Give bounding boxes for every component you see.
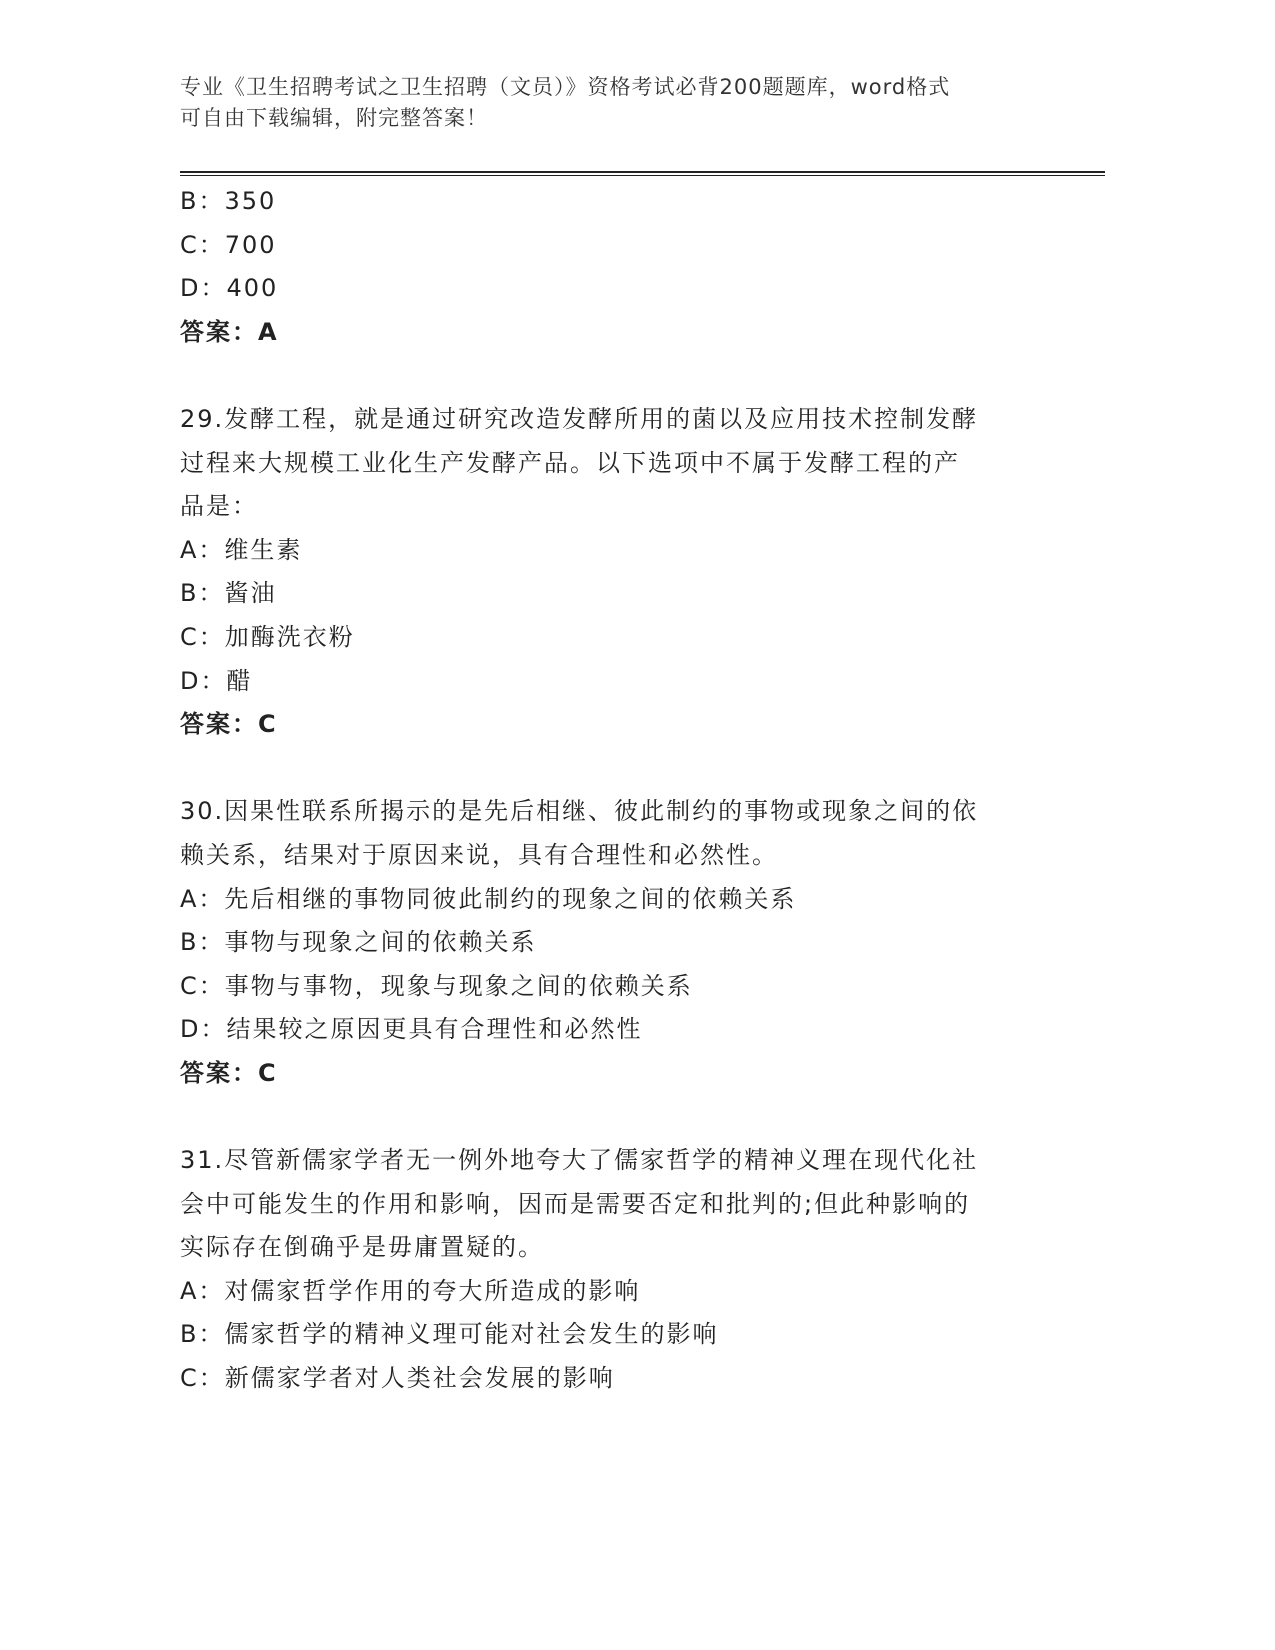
option-c: C：加酶洗衣粉 (180, 622, 355, 651)
question-text: 29.发酵工程，就是通过研究改造发酵所用的菌以及应用技术控制发酵 (180, 404, 979, 433)
header-line-1: 专业《卫生招聘考试之卫生招聘（文员）》资格考试必背200题题库，word格式 (180, 75, 951, 99)
option: C：700 (180, 230, 277, 259)
option-b: B：事物与现象之间的依赖关系 (180, 928, 537, 957)
header-rule-bottom (180, 175, 1105, 176)
option-d: D：醋 (180, 666, 253, 695)
option-c: C：事物与事物，现象与现象之间的依赖关系 (180, 971, 693, 1000)
question-31 (180, 1139, 1040, 1401)
question-content (180, 180, 1040, 1401)
option-a: A：先后相继的事物同彼此制约的现象之间的依赖关系 (180, 884, 797, 913)
option-a: A：对儒家哲学作用的夸大所造成的影响 (180, 1276, 641, 1305)
answer: 答案：C (180, 1058, 278, 1087)
header-rule-top (180, 171, 1105, 173)
question-text: 31.尽管新儒家学者无一例外地夸大了儒家哲学的精神义理在现代化社 (180, 1146, 979, 1175)
question-text: 过程来大规模工业化生产发酵产品。以下选项中不属于发酵工程的产 (180, 448, 960, 477)
question-text: 实际存在倒确乎是毋庸置疑的。 (180, 1233, 544, 1262)
answer: 答案：A (180, 317, 279, 346)
option-d: D：结果较之原因更具有合理性和必然性 (180, 1015, 643, 1044)
page-header (180, 72, 1080, 134)
option-a: A：维生素 (180, 535, 303, 564)
question-29 (180, 398, 1040, 747)
option: D：400 (180, 274, 279, 303)
question-text: 会中可能发生的作用和影响，因而是需要否定和批判的;但此种影响的 (180, 1189, 971, 1218)
previous-question-tail (180, 180, 1040, 354)
question-text: 赖关系，结果对于原因来说，具有合理性和必然性。 (180, 840, 778, 869)
question-text: 品是： (180, 492, 258, 521)
answer: 答案：C (180, 710, 278, 739)
question-text: 30.因果性联系所揭示的是先后相继、彼此制约的事物或现象之间的依 (180, 797, 979, 826)
header-line-2: 可自由下载编辑，附完整答案！ (180, 106, 488, 130)
option-c: C：新儒家学者对人类社会发展的影响 (180, 1364, 615, 1393)
question-30 (180, 790, 1040, 1095)
option-b: B：酱油 (180, 579, 277, 608)
option-b: B：儒家哲学的精神义理可能对社会发生的影响 (180, 1320, 719, 1349)
option: B：350 (180, 187, 277, 215)
